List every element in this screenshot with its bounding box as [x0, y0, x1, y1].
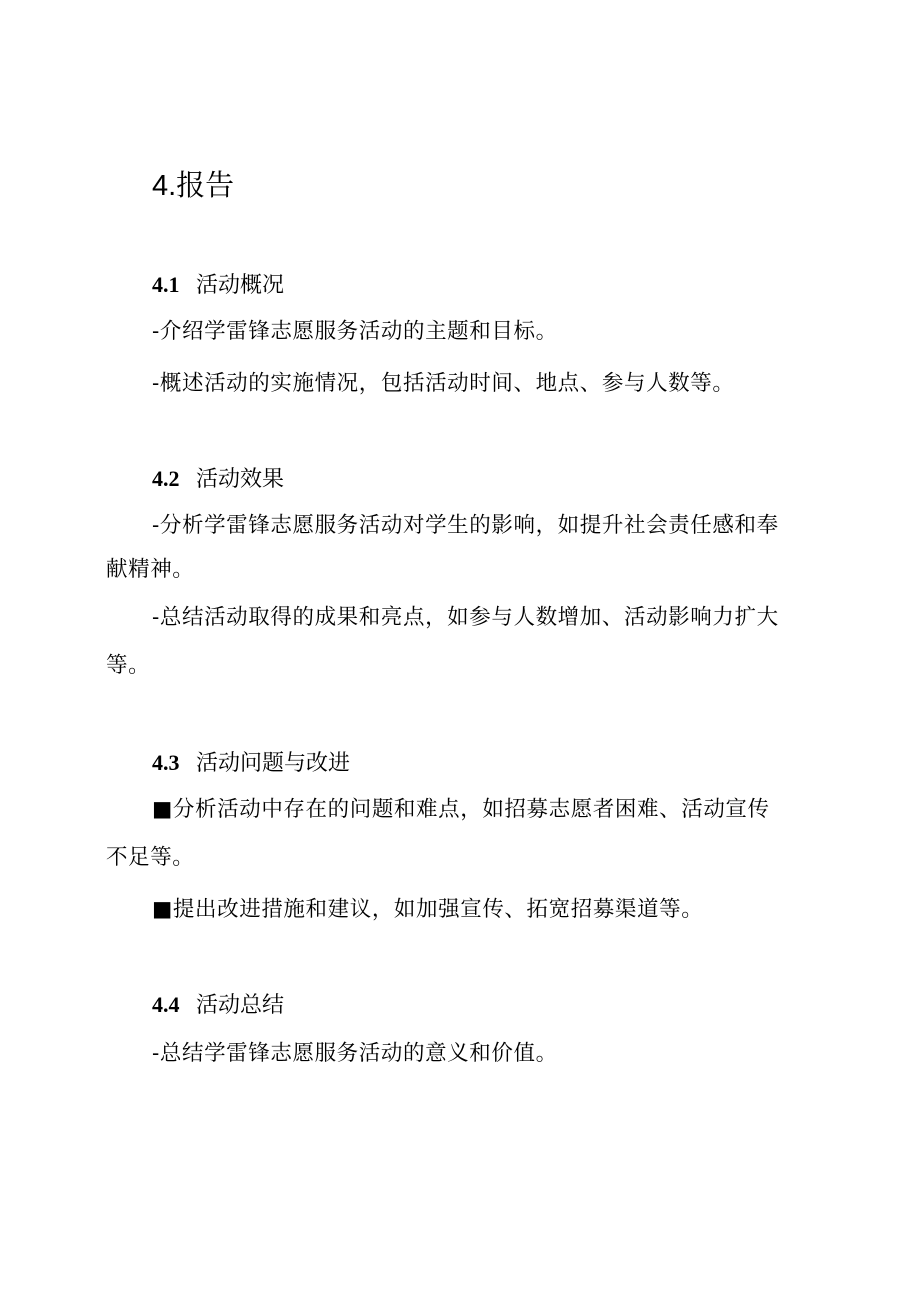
section-heading-4-4 [152, 990, 284, 1020]
paragraph-line: -概述活动的实施情况，包括活动时间、地点、参与人数等。 [152, 371, 735, 396]
section-heading-4-2 [152, 464, 284, 494]
chapter-title: 4.报告 [152, 170, 235, 202]
section-title: 活动总结 [196, 992, 285, 1017]
paragraph-line: -介绍学雷锋志愿服务活动的主题和目标。 [152, 319, 558, 344]
paragraph-line: 献精神。 [106, 557, 195, 582]
section-number: 4.2 [152, 466, 180, 491]
section-number: 4.3 [152, 750, 180, 775]
paragraph-line: ■分析活动中存在的问题和难点，如招募志愿者困难、活动宣传 [152, 797, 770, 822]
paragraph-line: ■提出改进措施和建议，如加强宣传、拓宽招募渠道等。 [152, 897, 704, 922]
section-title: 活动问题与改进 [196, 750, 351, 775]
section-heading-4-3 [152, 748, 350, 778]
section-title: 活动效果 [196, 466, 285, 491]
section-number: 4.1 [152, 272, 180, 297]
section-title: 活动概况 [196, 272, 285, 297]
section-heading-4-1 [152, 270, 284, 300]
paragraph-line: -分析学雷锋志愿服务活动对学生的影响，如提升社会责任感和奉 [152, 513, 779, 538]
paragraph-line: -总结学雷锋志愿服务活动的意义和价值。 [152, 1041, 558, 1066]
paragraph-line: 不足等。 [106, 845, 195, 870]
paragraph-line: 等。 [106, 653, 151, 678]
paragraph-line: -总结活动取得的成果和亮点，如参与人数增加、活动影响力扩大 [152, 605, 779, 630]
section-number: 4.4 [152, 992, 180, 1017]
